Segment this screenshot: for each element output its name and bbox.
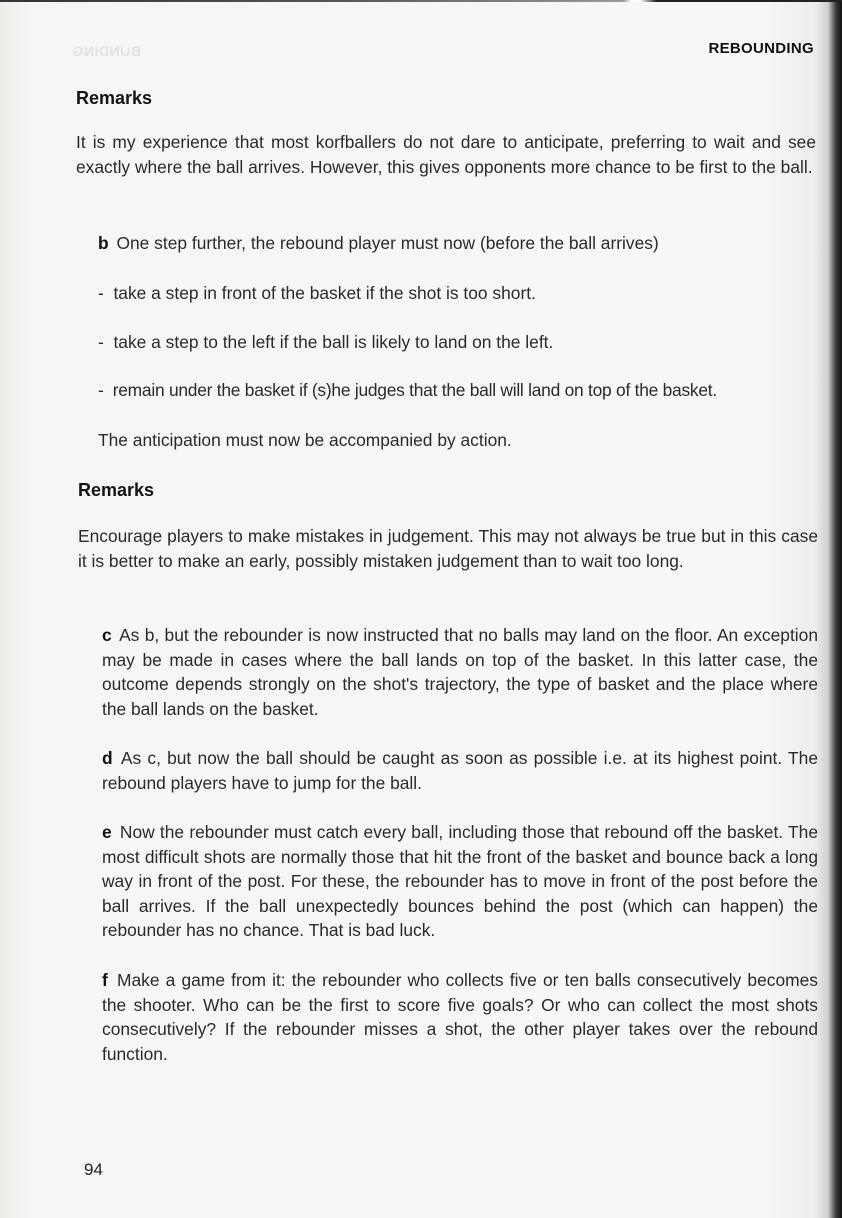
remarks-heading-2: Remarks — [78, 480, 155, 500]
exercise-b-intro-text: One step further, the rebound player must now (before the ball arrives) — [116, 233, 659, 253]
remarks-text-2 — [78, 524, 818, 573]
bullet-item-1 — [98, 281, 820, 306]
exercise-label-f: f — [102, 970, 108, 990]
exercise-label-b: b — [98, 233, 109, 253]
exercise-d-text: As c, but now the ball should be caught as soon as possible i.e. at its highest point. The rebound players have to jump for the ball. — [102, 748, 818, 793]
page-number: 94 — [84, 1160, 103, 1179]
bullet-item-3 — [98, 378, 824, 403]
remarks-paragraph-2: Encourage players to make mistakes in judgement. This may not always be true but in this case it is better to make an early, possibly mistaken judgement than to wait too long. — [78, 526, 818, 571]
remarks-paragraph-1: It is my experience that most korfballers do not dare to anticipate, preferring to wait and see exactly where the ball arrives. However, this gives opponents more chance to be first to the ball. — [76, 132, 816, 177]
exercise-c-text: As b, but the rebounder is now instructed that no balls may land on the floor. An exception may be made in cases where the ball lands on top of the basket. In this latter case, the outcome depends strongly on the shot's trajectory, the type of basket and the place where the ball lands on the basket. — [102, 625, 818, 719]
bullet-text: remain under the basket if (s)he judges that the ball will land on top of the basket. — [112, 380, 717, 400]
exercise-c — [102, 623, 818, 721]
bleed-through-text: BUNDING — [72, 43, 141, 59]
exercise-f — [102, 968, 818, 1066]
bullet-text: take a step to the left if the ball is likely to land on the left. — [113, 332, 554, 352]
exercise-label-e: e — [102, 822, 112, 842]
running-head: REBOUNDING — [708, 40, 814, 57]
exercise-f-text: Make a game from it: the rebounder who collects five or ten balls consecutively becomes the shooter. Who can be the first to score five goals? Or who can collect the most shots consecutively? If the rebounder misses a shot, the other player takes over the rebound function. — [102, 970, 818, 1064]
exercise-b-intro — [98, 231, 818, 256]
exercise-label-d: d — [102, 748, 113, 768]
remarks-heading-1: Remarks — [76, 88, 153, 108]
exercise-b-closing: The anticipation must now be accompanied by action. — [98, 430, 512, 450]
bullet-dash: - — [98, 380, 113, 400]
remarks-text-1 — [76, 130, 816, 179]
exercise-e-text: Now the rebounder must catch every ball, including those that rebound off the basket. The most difficult shots are normally those that hit the front of the basket and bounce back a long way in front of the post. For these, the rebounder has to move in front of the post before the ball arrives. If the ball unexpectedly bounces behind the post (which can happen) the rebounder has no chance. That is bad luck. — [102, 822, 818, 940]
bullet-item-2 — [98, 330, 820, 355]
exercise-d — [102, 746, 818, 795]
exercise-e — [102, 820, 818, 943]
bullet-text: take a step in front of the basket if the shot is too short. — [113, 283, 536, 303]
bullet-dash: - — [98, 332, 114, 352]
top-rule — [0, 0, 842, 2]
bullet-dash: - — [98, 283, 114, 303]
exercise-label-c: c — [102, 625, 112, 645]
